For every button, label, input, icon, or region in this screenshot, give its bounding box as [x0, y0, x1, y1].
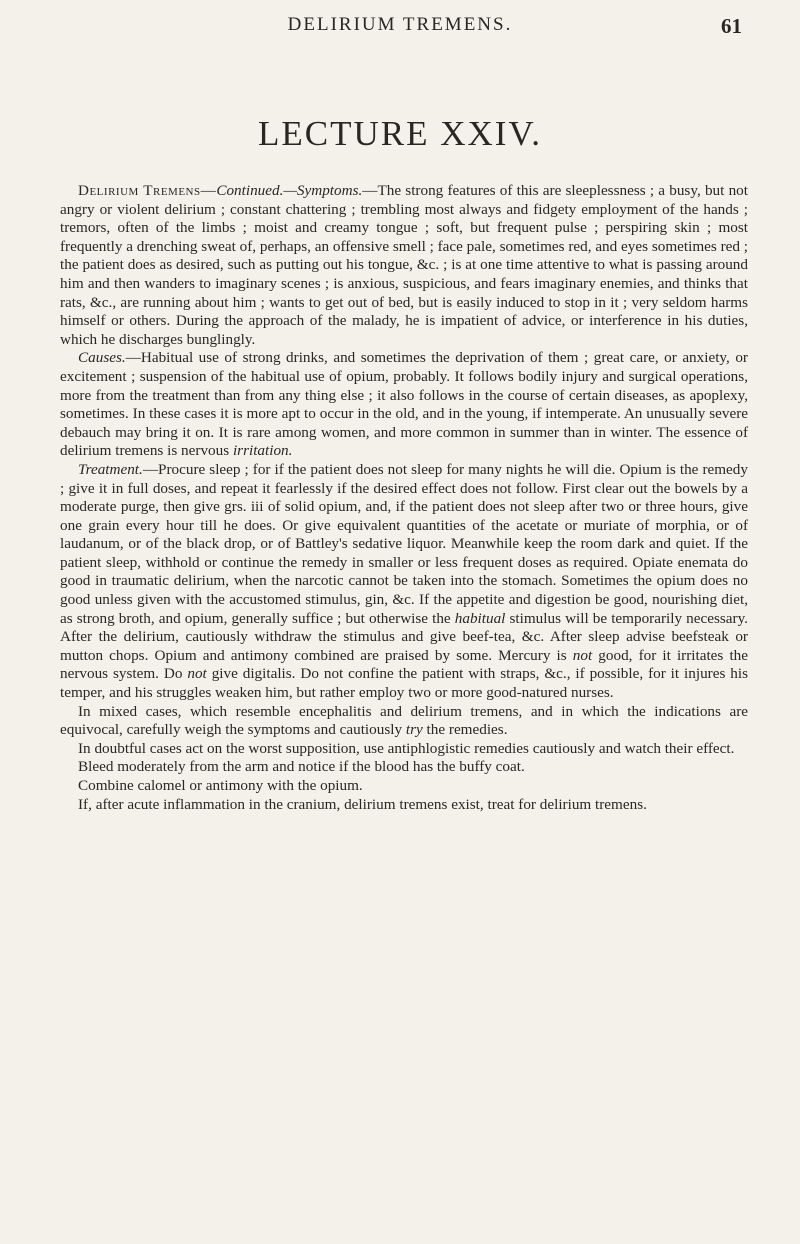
mixed-cases-text-a: In mixed cases, which resemble encephalitis and delirium tremens, and in which the indications are equivocal, carefully weigh the symptoms and cautiously: [60, 702, 748, 739]
paragraph-after-inflammation: If, after acute inflammation in the cranium, delirium tremens exist, treat for delirium tremens.: [78, 795, 647, 813]
causes-emphasis: irritation.: [232, 442, 293, 460]
paragraph-treatment: [60, 461, 748, 703]
paragraph-mixed-cases: [60, 703, 748, 740]
treatment-text-a: —Procure sleep ; for if the patient does not sleep for many nights he will die. Opium is the remedy ; give it in full doses, and repeat it fearlessly if the desired effect does not follow. First clear out the bowels by a moderate purge, then give grs. iii of solid opium, and, if the patient does not sleep after two or three hours, give one grain every hour till he does. Or give equivalent quantities of the acetate or muriate of morphia, or of laudanum, or of the black drop, or of Battley's sedative liquor. Meanwhile keep the room dark and quiet. If the patient sleep, withhold or continue the remedy in smaller or less frequent doses as required. Opiate enemata do good in traumatic delirium, when the narcotic cannot be taken into the stomach. Sometimes the opium does no good unless given with the accustomed stimulus, gin, &c. If the appetite and digestion be good, nourishing diet, as strong broth, and opium, generally suffice ; but otherwise the: [60, 460, 748, 627]
causes-text: —Habitual use of strong drinks, and sometimes the deprivation of them ; great care, or anxiety, or excitement ; suspension of the habitual use of opium, probably. It follows bodily injury and surgical operations, more from the treatment than from any thing else ; it also follows in the course of certain diseases, as apoplexy, sometimes. In these cases it is more apt to occur in the old, and in the young, if intemperate. An unusually severe debauch may bring it on. It is rare among women, and more common in summer than in winter. The essence of delirium tremens is nervous: [60, 349, 748, 460]
lecture-heading: LECTURE XXIV.: [258, 114, 542, 153]
section-label-symptoms: Symptoms.: [296, 182, 363, 199]
running-title: DELIRIUM TREMENS.: [287, 14, 513, 35]
page-number: 61: [721, 14, 742, 38]
treatment-text-c: good, for it irritates the nervous system. Do: [60, 646, 748, 683]
paragraph-bleeding: Bleed moderately from the arm and notice if the blood has the buffy coat.: [78, 758, 525, 776]
paragraph-symptoms: [60, 182, 748, 349]
body-text: [60, 182, 748, 814]
section-label-causes: Causes.: [78, 349, 126, 367]
paragraph-calomel: Combine calomel or antimony with the opium.: [78, 777, 363, 794]
treatment-text-d: give digitalis. Do not confine the patient with straps, &c., if possible, for it injures his temper, and his struggles weaken him, but rather employ two or more good-natured nurses.: [60, 665, 748, 702]
paragraph-causes: [60, 349, 748, 461]
treatment-text-b: stimulus will be temporarily necessary. After the delirium, cautiously withdraw the stimulus and give beef-tea, &c. After sleep advise beefsteak or mutton chops. Opium and antimony combined are praised by some. Mercury is: [60, 609, 748, 664]
continued-label: Continued.—: [216, 182, 297, 199]
treatment-emphasis-not-1: not: [572, 646, 593, 664]
treatment-emphasis-not-2: not: [187, 665, 207, 683]
topic-lead: Delirium Tremens—: [78, 182, 217, 199]
treatment-emphasis-habitual: habitual: [454, 609, 506, 627]
paragraph-doubtful-cases: In doubtful cases act on the worst supposition, use antiphlogistic remedies cautiously and watch their effect.: [78, 739, 735, 757]
symptoms-text: —The strong features of this are sleeplessness ; a busy, but not angry or violent delirium ; constant chattering ; trembling most always and fidgety employment of the hands ; tremors, often of the limbs ; moist and creamy tongue ; soft, but frequent pulse ; perspiring skin ; most frequently a drenching sweat of, perhaps, an offensive smell ; face pale, sometimes red, and eyes sometimes red ; the patient does as desired, such as putting out his tongue, &c. ; is at one time attentive to what is passing around him and then wanders to imaginary scenes ; is anxious, suspicious, and fears imaginary enemies, and thinks that rats, &c., are running about him ; wants to get out of bed, but is easily induced to stop in it ; very seldom harms himself or others. During the approach of the malady, he is impatient of advice, or interference in his duties, which he discharges bunglingly.: [60, 182, 748, 348]
mixed-cases-emphasis-try: try: [405, 721, 423, 739]
mixed-cases-text-b: the remedies.: [422, 721, 508, 739]
section-label-treatment: Treatment.: [78, 460, 143, 478]
running-head: [0, 14, 800, 40]
